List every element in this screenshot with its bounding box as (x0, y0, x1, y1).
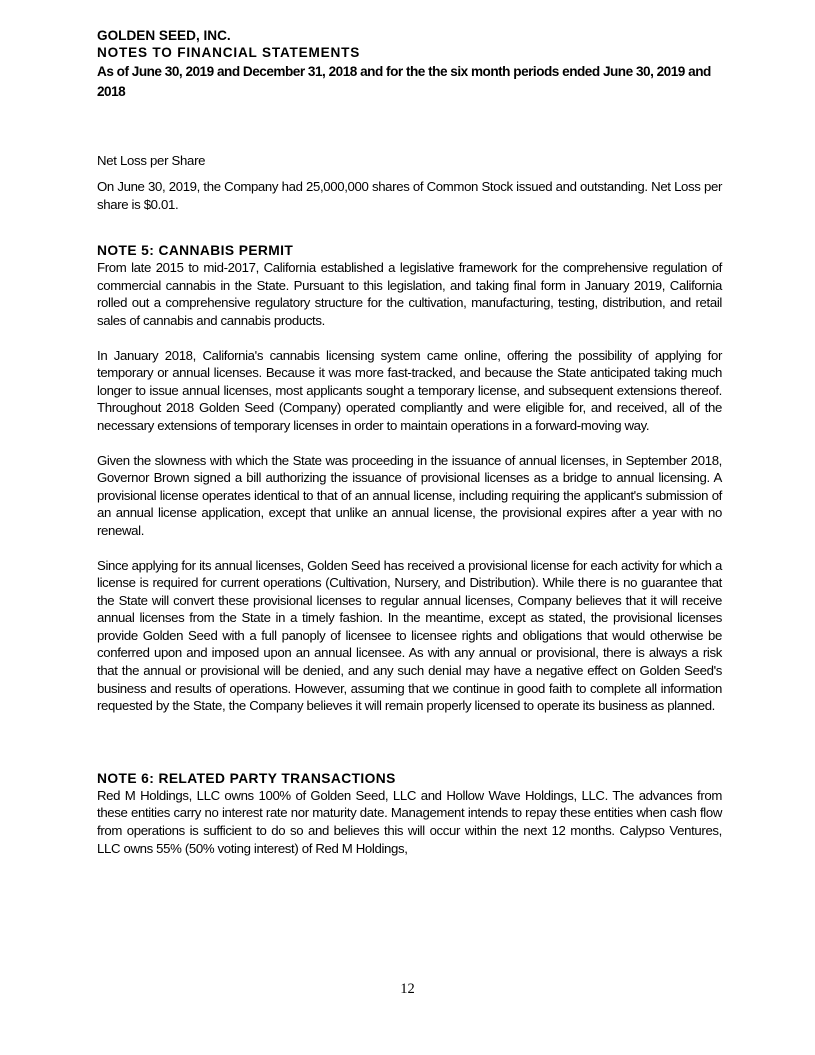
note-6-heading: NOTE 6: RELATED PARTY TRANSACTIONS (97, 770, 396, 786)
note-5-paragraph-2: In January 2018, California's cannabis licensing system came online, offering the possibility of applying for temporary or annual licenses. Because it was more fast-tracked, and because the State anticipated taking much longer to issue annual licenses, most applicants sought a temporary license, and subsequent extensions thereof. Throughout 2018 Golden Seed (Company) operated compliantly and were eligible for, and received, all of the necessary extensions of temporary licenses in order to maintain operations in a forward-moving way. (97, 347, 722, 433)
document-page (97, 28, 722, 857)
note-5-paragraph-1: From late 2015 to mid-2017, California established a legislative framework for the comprehensive regulation of commercial cannabis in the State. Pursuant to this legislation, and taking final form in January 2019, California rolled out a comprehensive regulatory structure for the cultivation, manufacturing, testing, distribution, and retail sales of cannabis and cannabis products. (97, 260, 722, 328)
note-6-paragraph: Red M Holdings, LLC owns 100% of Golden Seed, LLC and Hollow Wave Holdings, LLC. The advances from these entities carry no interest rate nor maturity date. Management intends to repay these entities when cash flow from operations is sufficient to do so and believes this will occur within the next 12 months. Calypso Ventures, LLC owns 55% (50% voting interest) of Red M Holdings, (97, 787, 722, 856)
statement-period: As of June 30, 2019 and December 31, 2018 and for the the six month periods ended June 30, 2019 and 2018 (97, 64, 711, 99)
note-5-heading: NOTE 5: CANNABIS PERMIT (97, 243, 294, 259)
note-5-paragraph-3: Given the slowness with which the State was proceeding in the issuance of annual licenses, in September 2018, Governor Brown signed a bill authorizing the issuance of provisional licenses as a bridge to annual licensing. A provisional license operates identical to that of an annual license, including requiring the applicant's submission of an annual license application, except that unlike an annual license, the provisional expires after a year with no renewal. (97, 452, 722, 538)
statement-title: NOTES TO FINANCIAL STATEMENTS (97, 44, 361, 60)
net-loss-paragraph: On June 30, 2019, the Company had 25,000,000 shares of Common Stock issued and outstanding. Net Loss per share is $0.01. (97, 179, 722, 212)
net-loss-heading: Net Loss per Share (97, 153, 206, 168)
company-name: GOLDEN SEED, INC. (97, 28, 231, 43)
page-number: 12 (400, 981, 415, 997)
note-5-paragraph-4: Since applying for its annual licenses, Golden Seed has received a provisional license for each activity for which a license is required for current operations (Cultivation, Nursery, and Distribution). While there is no guarantee that the State will convert these provisional licenses to regular annual licenses, Company believes that it will receive annual licenses from the State in a timely fashion. In the meantime, except as stated, the provisional licenses provide Golden Seed with a full panoply of licensee to licensee rights and obligations that would otherwise be conferred upon and imposed upon an annual licensee. As with any annual or provisional, there is always a risk that the annual or provisional will be denied, and any such denial may have a negative effect on Golden Seed's business and results of operations. However, assuming that we continue in good faith to complete all information requested by the State, the Company believes it will remain properly licensed to operate its business as planned. (97, 557, 722, 714)
